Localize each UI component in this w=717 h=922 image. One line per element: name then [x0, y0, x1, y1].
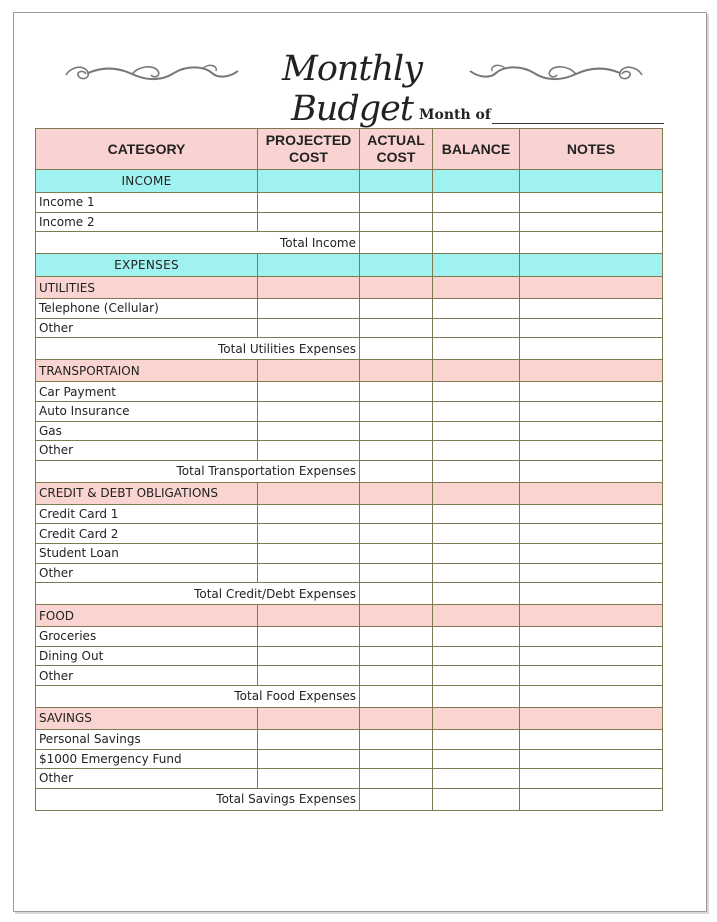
- credit-item-projected-cell[interactable]: [258, 563, 360, 583]
- credit-item-notes-cell[interactable]: [520, 524, 663, 544]
- income-total-label: Total Income: [36, 232, 360, 254]
- header-balance: BALANCE: [433, 129, 520, 170]
- income-item-balance-cell[interactable]: [433, 212, 520, 232]
- savings-category-balance-cell[interactable]: [433, 707, 520, 729]
- utilities-item-notes-cell[interactable]: [520, 299, 663, 319]
- transportation-item-notes-cell[interactable]: [520, 441, 663, 461]
- utilities-category-row: [36, 277, 663, 299]
- food-item-projected-cell[interactable]: [258, 627, 360, 647]
- transportation-total-actual-cell[interactable]: [360, 460, 433, 482]
- transportation-category-notes-cell[interactable]: [520, 360, 663, 382]
- transportation-total-row: [36, 460, 663, 482]
- credit-total-notes-cell[interactable]: [520, 583, 663, 605]
- income-total-actual-cell[interactable]: [360, 232, 433, 254]
- credit-total-balance-cell[interactable]: [433, 583, 520, 605]
- food-category-label: FOOD: [36, 605, 258, 627]
- savings-item-label: Other: [36, 769, 258, 789]
- table-row: [36, 382, 663, 402]
- transportation-category-label: TRANSPORTAION: [36, 360, 258, 382]
- table-row: [36, 666, 663, 686]
- month-input-line[interactable]: [492, 123, 664, 124]
- savings-item-balance-cell[interactable]: [433, 729, 520, 749]
- credit-item-balance-cell[interactable]: [433, 543, 520, 563]
- transportation-item-projected-cell[interactable]: [258, 421, 360, 441]
- savings-item-actual-cell[interactable]: [360, 769, 433, 789]
- table-row: [36, 299, 663, 319]
- food-item-notes-cell[interactable]: [520, 627, 663, 647]
- food-category-actual-cell[interactable]: [360, 605, 433, 627]
- utilities-item-projected-cell[interactable]: [258, 318, 360, 338]
- savings-item-notes-cell[interactable]: [520, 749, 663, 769]
- food-category-row: [36, 605, 663, 627]
- income-section-projected-cell[interactable]: [258, 170, 360, 193]
- credit-item-balance-cell[interactable]: [433, 504, 520, 524]
- expenses-section-notes-cell[interactable]: [520, 254, 663, 277]
- transportation-item-actual-cell[interactable]: [360, 382, 433, 402]
- credit-item-balance-cell[interactable]: [433, 524, 520, 544]
- income-item-actual-cell[interactable]: [360, 212, 433, 232]
- transportation-item-label: Other: [36, 441, 258, 461]
- page-title: Monthly Budget: [281, 49, 423, 129]
- credit-category-label: CREDIT & DEBT OBLIGATIONS: [36, 482, 258, 504]
- credit-item-notes-cell[interactable]: [520, 543, 663, 563]
- credit-category-actual-cell[interactable]: [360, 482, 433, 504]
- income-total-notes-cell[interactable]: [520, 232, 663, 254]
- transportation-total-balance-cell[interactable]: [433, 460, 520, 482]
- credit-item-balance-cell[interactable]: [433, 563, 520, 583]
- table-row: [36, 212, 663, 232]
- right-swirl-ornament: [466, 61, 646, 87]
- food-item-balance-cell[interactable]: [433, 646, 520, 666]
- budget-sheet: [13, 12, 707, 912]
- food-item-notes-cell[interactable]: [520, 646, 663, 666]
- food-item-actual-cell[interactable]: [360, 627, 433, 647]
- income-item-projected-cell[interactable]: [258, 193, 360, 213]
- utilities-item-label: Other: [36, 318, 258, 338]
- utilities-item-actual-cell[interactable]: [360, 299, 433, 319]
- transportation-item-label: Gas: [36, 421, 258, 441]
- expenses-section-balance-cell[interactable]: [433, 254, 520, 277]
- table-row: [36, 524, 663, 544]
- budget-table: [35, 128, 663, 811]
- expenses-section-projected-cell[interactable]: [258, 254, 360, 277]
- income-section-actual-cell[interactable]: [360, 170, 433, 193]
- transportation-item-projected-cell[interactable]: [258, 401, 360, 421]
- food-item-label: Other: [36, 666, 258, 686]
- credit-item-projected-cell[interactable]: [258, 524, 360, 544]
- savings-category-label: SAVINGS: [36, 707, 258, 729]
- income-total-row: [36, 232, 663, 254]
- utilities-item-projected-cell[interactable]: [258, 299, 360, 319]
- transportation-item-balance-cell[interactable]: [433, 421, 520, 441]
- savings-total-row: [36, 788, 663, 810]
- savings-item-notes-cell[interactable]: [520, 769, 663, 789]
- header-category: CATEGORY: [36, 129, 258, 170]
- table-row: [36, 318, 663, 338]
- table-row: [36, 729, 663, 749]
- savings-item-actual-cell[interactable]: [360, 729, 433, 749]
- table-row: [36, 193, 663, 213]
- credit-item-projected-cell[interactable]: [258, 543, 360, 563]
- table-row: [36, 421, 663, 441]
- utilities-item-actual-cell[interactable]: [360, 318, 433, 338]
- credit-total-row: [36, 583, 663, 605]
- transportation-item-label: Auto Insurance: [36, 401, 258, 421]
- credit-item-actual-cell[interactable]: [360, 524, 433, 544]
- table-row: [36, 769, 663, 789]
- savings-total-notes-cell[interactable]: [520, 788, 663, 810]
- savings-item-balance-cell[interactable]: [433, 749, 520, 769]
- table-row: [36, 401, 663, 421]
- utilities-item-label: Telephone (Cellular): [36, 299, 258, 319]
- credit-category-notes-cell[interactable]: [520, 482, 663, 504]
- food-item-balance-cell[interactable]: [433, 627, 520, 647]
- month-label: Month of: [419, 107, 491, 123]
- food-category-notes-cell[interactable]: [520, 605, 663, 627]
- income-item-projected-cell[interactable]: [258, 212, 360, 232]
- table-row: [36, 749, 663, 769]
- credit-total-label: Total Credit/Debt Expenses: [36, 583, 360, 605]
- transportation-item-balance-cell[interactable]: [433, 401, 520, 421]
- expenses-section-label: EXPENSES: [36, 254, 258, 277]
- savings-category-row: [36, 707, 663, 729]
- credit-item-label: Credit Card 2: [36, 524, 258, 544]
- savings-category-actual-cell[interactable]: [360, 707, 433, 729]
- food-total-actual-cell[interactable]: [360, 685, 433, 707]
- income-section-balance-cell[interactable]: [433, 170, 520, 193]
- savings-category-notes-cell[interactable]: [520, 707, 663, 729]
- credit-category-balance-cell[interactable]: [433, 482, 520, 504]
- food-item-actual-cell[interactable]: [360, 666, 433, 686]
- transportation-item-balance-cell[interactable]: [433, 382, 520, 402]
- utilities-total-notes-cell[interactable]: [520, 338, 663, 360]
- food-item-label: Groceries: [36, 627, 258, 647]
- utilities-item-balance-cell[interactable]: [433, 299, 520, 319]
- credit-item-notes-cell[interactable]: [520, 504, 663, 524]
- utilities-category-label: UTILITIES: [36, 277, 258, 299]
- savings-item-label: $1000 Emergency Fund: [36, 749, 258, 769]
- credit-item-notes-cell[interactable]: [520, 563, 663, 583]
- transportation-total-notes-cell[interactable]: [520, 460, 663, 482]
- income-item-notes-cell[interactable]: [520, 212, 663, 232]
- income-section-label: INCOME: [36, 170, 258, 193]
- utilities-category-balance-cell[interactable]: [433, 277, 520, 299]
- header-notes: NOTES: [520, 129, 663, 170]
- utilities-item-notes-cell[interactable]: [520, 318, 663, 338]
- credit-item-label: Credit Card 1: [36, 504, 258, 524]
- utilities-item-balance-cell[interactable]: [433, 318, 520, 338]
- transportation-category-actual-cell[interactable]: [360, 360, 433, 382]
- utilities-total-actual-cell[interactable]: [360, 338, 433, 360]
- food-category-projected-cell[interactable]: [258, 605, 360, 627]
- savings-item-projected-cell[interactable]: [258, 769, 360, 789]
- savings-item-projected-cell[interactable]: [258, 749, 360, 769]
- header-actual-cost: ACTUAL COST: [360, 129, 433, 170]
- utilities-category-notes-cell[interactable]: [520, 277, 663, 299]
- savings-item-projected-cell[interactable]: [258, 729, 360, 749]
- transportation-item-actual-cell[interactable]: [360, 441, 433, 461]
- food-item-label: Dining Out: [36, 646, 258, 666]
- food-item-balance-cell[interactable]: [433, 666, 520, 686]
- food-total-row: [36, 685, 663, 707]
- food-item-projected-cell[interactable]: [258, 646, 360, 666]
- income-item-label: Income 1: [36, 193, 258, 213]
- expenses-section-row: [36, 254, 663, 277]
- transportation-item-notes-cell[interactable]: [520, 382, 663, 402]
- transportation-item-actual-cell[interactable]: [360, 401, 433, 421]
- food-category-balance-cell[interactable]: [433, 605, 520, 627]
- savings-total-label: Total Savings Expenses: [36, 788, 360, 810]
- credit-item-projected-cell[interactable]: [258, 504, 360, 524]
- utilities-total-row: [36, 338, 663, 360]
- food-item-actual-cell[interactable]: [360, 646, 433, 666]
- credit-total-actual-cell[interactable]: [360, 583, 433, 605]
- table-row: [36, 504, 663, 524]
- utilities-category-actual-cell[interactable]: [360, 277, 433, 299]
- income-item-label: Income 2: [36, 212, 258, 232]
- table-row: [36, 441, 663, 461]
- utilities-category-projected-cell[interactable]: [258, 277, 360, 299]
- left-swirl-ornament: [62, 61, 242, 87]
- transportation-category-projected-cell[interactable]: [258, 360, 360, 382]
- transportation-item-projected-cell[interactable]: [258, 441, 360, 461]
- credit-item-actual-cell[interactable]: [360, 504, 433, 524]
- savings-category-projected-cell[interactable]: [258, 707, 360, 729]
- savings-item-balance-cell[interactable]: [433, 769, 520, 789]
- table-row: [36, 627, 663, 647]
- credit-category-projected-cell[interactable]: [258, 482, 360, 504]
- table-row: [36, 646, 663, 666]
- table-row: [36, 563, 663, 583]
- transportation-category-row: [36, 360, 663, 382]
- transportation-item-label: Car Payment: [36, 382, 258, 402]
- food-item-projected-cell[interactable]: [258, 666, 360, 686]
- income-total-balance-cell[interactable]: [433, 232, 520, 254]
- transportation-item-notes-cell[interactable]: [520, 421, 663, 441]
- transportation-category-balance-cell[interactable]: [433, 360, 520, 382]
- income-section-row: [36, 170, 663, 193]
- income-section-notes-cell[interactable]: [520, 170, 663, 193]
- income-item-balance-cell[interactable]: [433, 193, 520, 213]
- savings-item-label: Personal Savings: [36, 729, 258, 749]
- credit-item-actual-cell[interactable]: [360, 563, 433, 583]
- transportation-item-actual-cell[interactable]: [360, 421, 433, 441]
- utilities-total-balance-cell[interactable]: [433, 338, 520, 360]
- table-row: [36, 543, 663, 563]
- food-item-notes-cell[interactable]: [520, 666, 663, 686]
- income-item-actual-cell[interactable]: [360, 193, 433, 213]
- transportation-item-projected-cell[interactable]: [258, 382, 360, 402]
- credit-category-row: [36, 482, 663, 504]
- table-header-row: [36, 129, 663, 170]
- food-total-label: Total Food Expenses: [36, 685, 360, 707]
- credit-item-actual-cell[interactable]: [360, 543, 433, 563]
- transportation-total-label: Total Transportation Expenses: [36, 460, 360, 482]
- header-projected-cost: PROJECTED COST: [258, 129, 360, 170]
- food-total-notes-cell[interactable]: [520, 685, 663, 707]
- expenses-section-actual-cell[interactable]: [360, 254, 433, 277]
- transportation-item-notes-cell[interactable]: [520, 401, 663, 421]
- transportation-item-balance-cell[interactable]: [433, 441, 520, 461]
- credit-item-label: Other: [36, 563, 258, 583]
- food-total-balance-cell[interactable]: [433, 685, 520, 707]
- income-item-notes-cell[interactable]: [520, 193, 663, 213]
- utilities-total-label: Total Utilities Expenses: [36, 338, 360, 360]
- savings-item-notes-cell[interactable]: [520, 729, 663, 749]
- savings-item-actual-cell[interactable]: [360, 749, 433, 769]
- credit-item-label: Student Loan: [36, 543, 258, 563]
- savings-total-actual-cell[interactable]: [360, 788, 433, 810]
- savings-total-balance-cell[interactable]: [433, 788, 520, 810]
